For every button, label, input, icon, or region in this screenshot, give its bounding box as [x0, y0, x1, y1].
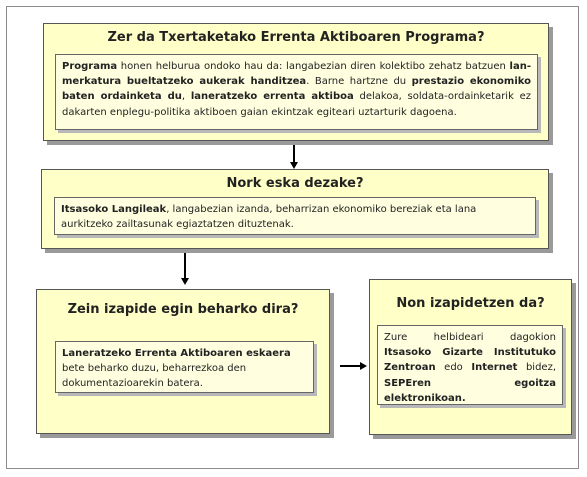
text-segment: . Barne hartzne du — [306, 76, 412, 88]
text-segment: , langabezian izanda, beharrizan ekonomiko bereziak eta lana aurkitzeko zailtasunak egiaztatzen dituztenak. — [61, 204, 477, 231]
box-procedure — [36, 289, 330, 434]
bold-text-segment: Internet — [471, 362, 518, 374]
bold-text-segment: Programa — [62, 61, 118, 72]
bold-text-segment: laneratzeko errenta aktiboa — [190, 91, 354, 103]
box4-title: Non izapidetzen da? — [396, 296, 545, 311]
box2-text — [54, 197, 536, 235]
text-segment: delakoa, soldata-ordainketarik ez dakarten enplegu-politika aktiboen gaian ekintzak egiteari uztarturik dagoena. — [62, 91, 532, 118]
box3-text — [55, 341, 314, 393]
text-segment: bidez, — [517, 362, 556, 374]
text-segment: honen helburua ondoko hau da: langabezian diren kolektibo zehatz batzuen — [117, 61, 510, 72]
bold-text-segment: Itsasoko Gizarte Institutuko Zentroan — [384, 347, 556, 374]
box-who-can-apply — [41, 169, 549, 249]
box1-text — [55, 54, 538, 130]
arrow-2-3-head — [181, 278, 189, 285]
arrow-1-2-shaft — [293, 145, 295, 163]
box1-title: Zer da Txertaketako Errenta Aktiboaren Programa? — [107, 30, 485, 45]
bold-text-segment: Itsasoko Langileak — [61, 204, 167, 215]
text-segment: Zure helbideari dagokion — [384, 332, 556, 343]
arrow-3-4-head — [360, 362, 367, 370]
bold-text-segment: SEPEren egoitza elektronikoan. — [384, 377, 556, 404]
bold-text-segment: Laneratzeko Errenta Aktiboaren eskaera — [62, 348, 291, 359]
bold-text-segment: prestazio ekonomiko baten ordainketa du — [62, 76, 532, 103]
bold-text-segment: lan-merkatura bueltatzeko aukerak handitzea — [62, 61, 531, 88]
box-program-description — [43, 23, 549, 141]
box-where-to-apply — [369, 279, 572, 435]
arrow-1-2-head — [290, 162, 298, 169]
box4-text — [377, 325, 563, 405]
text-segment: edo — [435, 362, 472, 374]
arrow-3-4-shaft — [340, 365, 361, 367]
box3-title: Zein izapide egin beharko dira? — [67, 302, 299, 317]
arrow-2-3-shaft — [184, 253, 186, 279]
text-segment: , — [181, 91, 191, 103]
text-segment: bete beharko duzu, beharrezkoa den dokumentazioarekin batera. — [62, 363, 247, 390]
box2-title: Nork eska dezake? — [226, 176, 364, 191]
